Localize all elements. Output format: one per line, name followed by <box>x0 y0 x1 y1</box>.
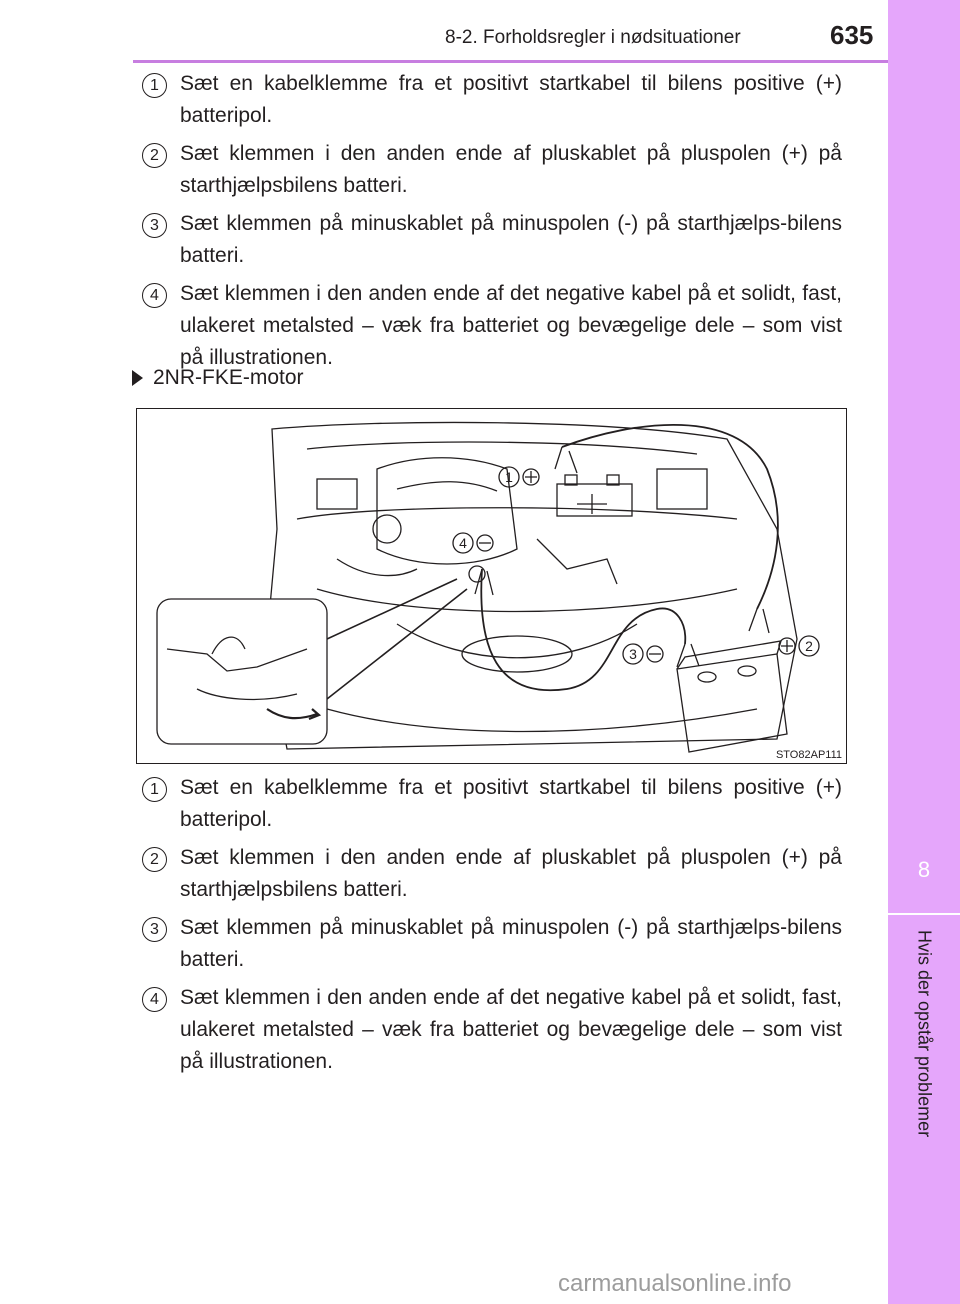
step-text: Sæt en kabelklemme fra et positivt startkabel til bilens positive (+) batteripol. <box>180 776 842 831</box>
figure-callout-2: 2 <box>805 638 813 654</box>
step-text: Sæt klemmen i den anden ende af pluskablet på pluspolen (+) på starthjælpsbilens batteri. <box>180 846 842 901</box>
chapter-number: 8 <box>917 857 931 882</box>
engine-bay-drawing <box>137 409 847 764</box>
page-number: 635 <box>830 20 874 50</box>
step-text: Sæt klemmen i den anden ende af det negative kabel på et solidt, fast, ulakeret metalsted – væk fra batteriet og bevægelige dele – som vist på illustrationen. <box>180 986 842 1073</box>
header-rule <box>133 60 888 63</box>
figure-callout-1: 1 <box>505 469 513 485</box>
figure-callout-4: 4 <box>459 535 467 551</box>
step-item <box>142 912 842 976</box>
step-text: Sæt klemmen i den anden ende af pluskablet på pluspolen (+) på starthjælpsbilens batteri. <box>180 142 842 197</box>
jump-start-illustration <box>136 408 847 764</box>
step-text: Sæt en kabelklemme fra et positivt startkabel til bilens positive (+) batteripol. <box>180 72 842 127</box>
chapter-title: Hvis der opstår problemer <box>914 930 935 1138</box>
header-section-title: 8-2. Forholdsregler i nødsituationer <box>445 27 741 48</box>
step-number-badge: 1 <box>142 73 167 98</box>
figure-callout-3: 3 <box>629 646 637 662</box>
step-item <box>142 842 842 906</box>
step-number-badge: 4 <box>142 987 167 1012</box>
step-item <box>142 278 842 374</box>
engine-variant-text: 2NR-FKE-motor <box>153 366 304 389</box>
step-item <box>142 138 842 202</box>
step-number-badge: 3 <box>142 213 167 238</box>
step-number-badge: 2 <box>142 847 167 872</box>
step-item <box>142 208 842 272</box>
chapter-side-tab <box>888 0 960 1304</box>
watermark: carmanualsonline.info <box>558 1270 792 1297</box>
steps-list-top <box>142 68 842 380</box>
step-number-badge: 4 <box>142 283 167 308</box>
step-text: Sæt klemmen i den anden ende af det negative kabel på et solidt, fast, ulakeret metalsted – væk fra batteriet og bevægelige dele – som vist på illustrationen. <box>180 282 842 369</box>
figure-code: STO82AP111 <box>775 749 842 761</box>
step-item <box>142 982 842 1078</box>
step-number-badge: 3 <box>142 917 167 942</box>
step-text: Sæt klemmen på minuskablet på minuspolen (-) på starthjælps-bilens batteri. <box>180 212 842 267</box>
steps-list-bottom <box>142 772 842 1084</box>
step-text: Sæt klemmen på minuskablet på minuspolen (-) på starthjælps-bilens batteri. <box>180 916 842 971</box>
chapter-divider <box>888 913 960 915</box>
engine-variant-label <box>132 366 304 390</box>
triangle-bullet-icon <box>132 370 143 386</box>
step-item <box>142 68 842 132</box>
step-item <box>142 772 842 836</box>
step-number-badge: 1 <box>142 777 167 802</box>
step-number-badge: 2 <box>142 143 167 168</box>
